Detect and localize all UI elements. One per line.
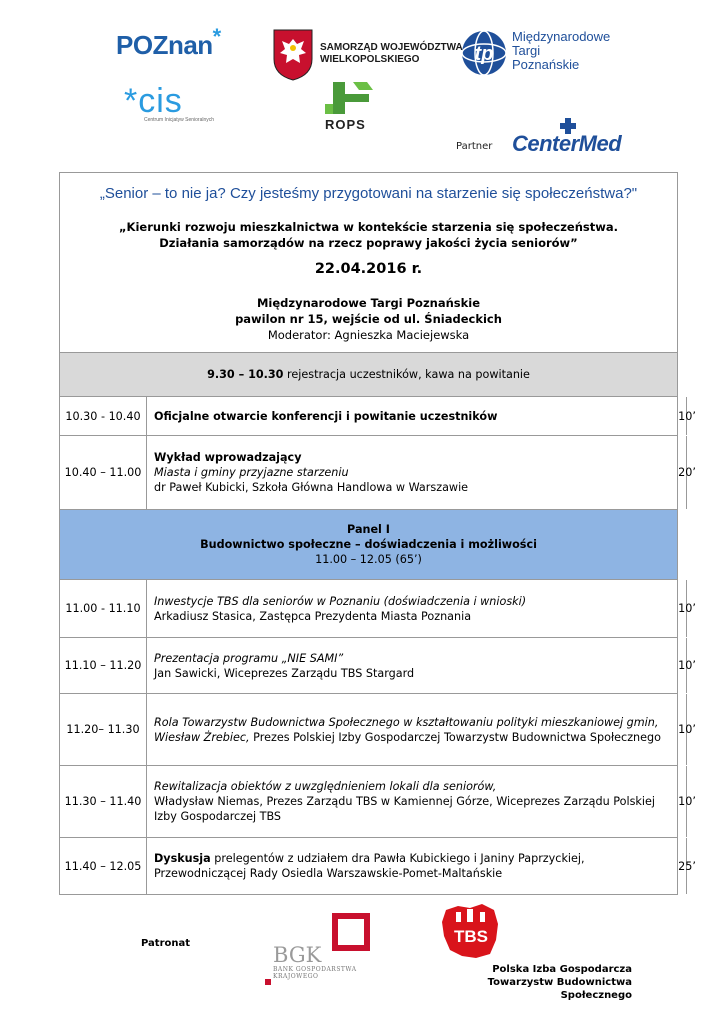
samorzad-line-1: SAMORZĄD WOJEWÓDZTWA bbox=[320, 42, 463, 53]
cis-logo-subtitle: Centrum Inicjatyw Senioralnych bbox=[144, 117, 215, 123]
table-row: 11.00 - 11.10 Inwestycje TBS dla seniorów w Poznaniu (doświadczenia i wnioski) Arkadiusz Stasica, Zastępca Prezydenta Miasta Poznania 10’ bbox=[59, 580, 678, 638]
session-speaker: Jan Sawicki, Wiceprezes Zarządu TBS Stargard bbox=[154, 666, 415, 680]
partner-label: Partner bbox=[456, 141, 493, 152]
table-row: 10.30 - 10.40 Oficjalne otwarcie konferencji i powitanie uczestników 10’ bbox=[59, 397, 678, 436]
conference-title: „Senior – to nie ja? Czy jesteśmy przygotowani na starzenie się społeczeństwa?" bbox=[99, 185, 638, 202]
moderator: Moderator: Agnieszka Maciejewska bbox=[267, 328, 470, 342]
session-speaker: dr Paweł Kubicki, Szkoła Główna Handlowa w Warszawie bbox=[154, 481, 469, 494]
conference-date: 22.04.2016 r. bbox=[314, 261, 423, 277]
cis-logo-text: cis bbox=[138, 82, 183, 120]
centermed-logo-text: CenterMed bbox=[512, 131, 622, 156]
mtp-line-2: Targi bbox=[512, 43, 541, 58]
panel-title: Budownictwo społeczne – doświadczenia i możliwości bbox=[200, 538, 537, 551]
poznan-star-icon: * bbox=[212, 24, 221, 49]
cis-logo bbox=[124, 82, 214, 123]
session-time: 10.40 – 11.00 bbox=[60, 436, 147, 509]
cis-star-icon: * bbox=[124, 82, 139, 120]
session-time: 11.10 – 11.20 bbox=[60, 638, 147, 693]
rops-logo-text: ROPS bbox=[325, 117, 366, 132]
poznan-logo bbox=[116, 24, 221, 61]
rops-logo-icon bbox=[323, 80, 375, 116]
registration-time: 9.30 – 10.30 bbox=[207, 368, 284, 381]
session-topic: Miasta i gminy przyjazne starzeniu bbox=[154, 466, 349, 479]
session-topic: Inwestycje TBS dla seniorów w Poznaniu (doświadczenia i wnioski) bbox=[154, 594, 527, 608]
subtitle-line-1: „Kierunki rozwoju mieszkalnictwa w kontekście starzenia się społeczeństwa. bbox=[118, 220, 618, 234]
session-time: 10.30 - 10.40 bbox=[60, 397, 147, 435]
registration-text: rejestracja uczestników, kawa na powitanie bbox=[283, 368, 530, 381]
centermed-logo bbox=[512, 118, 624, 158]
tbs-caption-line-1: Polska Izba Gospodarcza bbox=[492, 964, 632, 975]
session-topic: Rola Towarzystw Budownictwa Społecznego w kształtowaniu polityki mieszkaniowej gmin, Wiesław Żrebiec, bbox=[154, 715, 659, 744]
session-time: 11.40 – 12.05 bbox=[60, 838, 147, 894]
conference-subtitle bbox=[60, 219, 677, 251]
bgk-sub-line-2: KRAJOWEGO bbox=[273, 973, 319, 980]
session-title: Wykład wprowadzający bbox=[154, 451, 302, 464]
patronat-label: Patronat bbox=[141, 938, 191, 949]
panel-label: Panel I bbox=[347, 523, 390, 536]
mtp-line-1: Międzynarodowe bbox=[512, 29, 611, 44]
tbs-logo-icon bbox=[440, 900, 502, 962]
tbs-logo-text: TBS bbox=[454, 927, 488, 946]
table-row: 11.30 – 11.40 Rewitalizacja obiektów z uwzględnieniem lokali dla seniorów, Władysław Niemas, Prezes Zarządu TBS w Kamiennej Górze, Wiceprezes Zarządu Polskiej Izby Gospodarczej TBS 10’ bbox=[59, 766, 678, 838]
session-speaker: prelegentów z udziałem dra Pawła Kubickiego i Janiny Paprzyckiej, Przewodniczącej Rady Osiedla Warszawskie-Pomet-Maltańskie bbox=[154, 852, 585, 880]
table-row: 11.10 – 11.20 Prezentacja programu „NIE SAMI” Jan Sawicki, Wiceprezes Zarządu TBS Stargard 10’ bbox=[59, 638, 678, 694]
table-row: 10.40 – 11.00 Wykład wprowadzający Miasta i gminy przyjazne starzeniu dr Paweł Kubicki, Szkoła Główna Handlowa w Warszawie 20’ bbox=[59, 436, 678, 510]
bgk-logo bbox=[265, 913, 375, 988]
venue-line-1: Międzynarodowe Targi Poznańskie bbox=[256, 296, 481, 310]
session-topic: Rewitalizacja obiektów z uwzględnieniem lokali dla seniorów, bbox=[154, 780, 497, 793]
samorzad-line-2: WIELKOPOLSKIEGO bbox=[320, 54, 420, 65]
session-time: 11.30 – 11.40 bbox=[60, 766, 147, 837]
samorzad-logo-text bbox=[320, 42, 463, 66]
mtp-logo-text bbox=[512, 30, 610, 72]
registration-row bbox=[59, 353, 678, 397]
bgk-sub-line-1: BANK GOSPODARSTWA bbox=[273, 966, 357, 973]
wielkopolska-crest-icon bbox=[273, 29, 313, 81]
tbs-caption-line-2: Towarzystw Budownictwa Społecznego bbox=[487, 977, 632, 1001]
panel-header-row bbox=[59, 510, 678, 580]
table-row: 11.20– 11.30 Rola Towarzystw Budownictwa Społecznego w kształtowaniu polityki mieszkaniowej gmin, Wiesław Żrebiec, Prezes Polskiej Izby Gospodarczej Towarzystw Budownictwa Społecznego 10’ bbox=[59, 694, 678, 766]
bgk-logo-text: BGK bbox=[273, 943, 322, 967]
session-title: Dyskusja bbox=[154, 852, 211, 865]
session-speaker: Prezes Polskiej Izby Gospodarczej Towarzystw Budownictwa Społecznego bbox=[249, 730, 661, 744]
bgk-logo-subtitle bbox=[273, 966, 357, 980]
venue-line-2: pawilon nr 15, wejście od ul. Śniadeckich bbox=[235, 312, 502, 326]
bgk-square-icon bbox=[332, 913, 370, 951]
svg-text:tp: tp bbox=[474, 43, 494, 65]
tbs-caption bbox=[450, 963, 632, 1002]
bgk-dot-icon bbox=[265, 979, 271, 985]
conference-header bbox=[59, 172, 678, 353]
mtp-line-3: Poznańskie bbox=[512, 57, 580, 72]
subtitle-line-2: Działania samorządów na rzecz poprawy jakości życia seniorów” bbox=[159, 236, 578, 250]
session-time: 11.00 - 11.10 bbox=[60, 580, 147, 637]
conference-venue bbox=[60, 295, 677, 343]
session-time: 11.20– 11.30 bbox=[60, 694, 147, 765]
mtp-logo-icon bbox=[461, 30, 507, 76]
session-speaker: Arkadiusz Stasica, Zastępca Prezydenta Miasta Poznania bbox=[154, 609, 472, 623]
panel-time: 11.00 – 12.05 (65’) bbox=[315, 553, 422, 566]
poznan-logo-text: POZnan bbox=[116, 30, 213, 60]
table-row: 11.40 – 12.05 Dyskusja prelegentów z udziałem dra Pawła Kubickiego i Janiny Paprzyckiej, Przewodniczącej Rady Osiedla Warszawskie-Pomet-Maltańskie 25’ bbox=[59, 838, 678, 895]
session-topic: Prezentacja programu „NIE SAMI” bbox=[154, 651, 344, 665]
session-title: Oficjalne otwarcie konferencji i powitanie uczestników bbox=[154, 409, 498, 423]
session-speaker: Władysław Niemas, Prezes Zarządu TBS w Kamiennej Górze, Wiceprezes Zarządu Polskiej Izby Gospodarczej TBS bbox=[154, 795, 655, 823]
